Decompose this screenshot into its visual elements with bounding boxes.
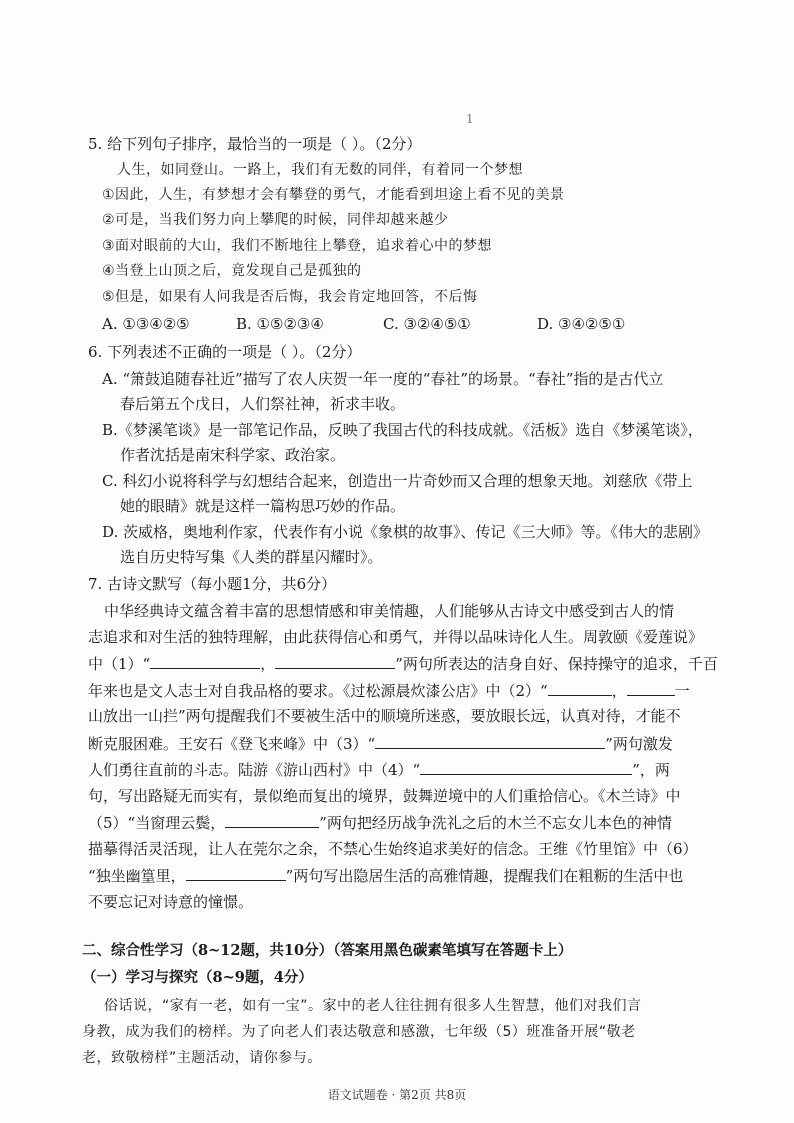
q7-stem: 7. 古诗文默写（每小题1分，共6分）: [88, 575, 337, 593]
q5-option-b: B. ①⑤②③④: [236, 315, 324, 333]
answer-blank-4[interactable]: [420, 760, 632, 775]
answer-blank-5[interactable]: [225, 813, 319, 828]
q7-text: 人们勇往直前的斗志。陆游《游山西村》中（4）“: [88, 761, 421, 779]
q5-option-d: D. ③④②⑤①: [537, 315, 626, 333]
q7-para-line: 描摹得活灵活现，让人在莞尔之余，不禁心生始终追求美好的信念。王维《竹里馆》中（6）: [88, 840, 698, 858]
q7-text: 年来也是文人志士对自我品格的要求。《过松源晨炊漆公店》中（2）“: [88, 682, 548, 700]
q7-para-line: [88, 866, 683, 885]
q5-line-1: ①因此，人生，有梦想才会有攀登的勇气，才能看到坦途上看不见的美景: [102, 187, 565, 203]
q7-para-line: [88, 760, 670, 779]
q5-line-3: ③面对眼前的大山，我们不断地往上攀登，追求着心中的梦想: [102, 238, 493, 254]
q5-stem: 5. 给下列句子排序，最恰当的一项是（ ）。（2分）: [88, 135, 422, 153]
q5-option-c: C. ③②④⑤①: [383, 315, 471, 333]
answer-blank-1a[interactable]: [150, 654, 260, 669]
q6-option-c-2: 她的眼睛》就是这样一篇构思巧妙的作品。: [120, 497, 406, 515]
section2-line: 身教，成为我们的榜样。为了向老人们表达敬意和感激，七年级（5）班准备开展“敬老: [82, 1024, 636, 1040]
page-footer: 语文试题卷 · 第2页 共8页: [327, 1088, 467, 1102]
page-mark: 1: [466, 112, 474, 126]
q7-para-line: 中华经典诗文蕴含着丰富的思想情感和审美情趣，人们能够从古诗文中感受到古人的情: [104, 602, 675, 620]
q7-text: 断克服困难。王安石《登飞来峰》中（3）“: [88, 735, 376, 753]
q5-line-2: ②可是，当我们努力向上攀爬的时候，同伴却越来越少: [102, 212, 449, 228]
q7-para-line: 志追求和对生活的独特理解，由此获得信心和勇气，并得以品味诗化人生。周敦颐《爱莲说》: [88, 628, 704, 646]
section-title: 二、综合性学习（8~12题，共10分）（答案用黑色碳素笔填写在答题卡上）: [82, 942, 573, 959]
q7-para-line: [88, 654, 718, 673]
q7-text: ，: [611, 682, 627, 700]
q7-para-line: [88, 734, 673, 753]
q5-line-4: ④当登上山顶之后，竟发现自己是孤独的: [102, 263, 362, 279]
q7-para-line: [88, 681, 690, 700]
q7-text: ”两句把经历战争洗礼之后的木兰不忘女儿本色的神情: [319, 814, 672, 832]
section2-line: 俗话说，“家有一老，如有一宝”。家中的老人往往拥有很多人生智慧，他们对我们言: [104, 998, 642, 1014]
q6-option-a-1: A. “箫鼓追随春社近”描写了农人庆贺一年一度的“春社”的场景。“春社”指的是古代立: [102, 370, 664, 388]
q7-text: ”两句写出隐居生活的高雅情趣，提醒我们在粗粝的生活中也: [285, 867, 684, 885]
subsection-title: （一）学习与探究（8~9题，4分）: [82, 969, 313, 986]
q7-para-line: 山放出一山拦”两句提醒我们不要被生活中的顺境所迷惑，要放眼长远，认真对待，才能不: [88, 707, 681, 725]
answer-blank-1b[interactable]: [275, 654, 395, 669]
q6-option-d-1: D. 茨威格，奥地利作家，代表作有小说《象棋的故事》、传记《三大师》等。《伟大的悲剧》: [102, 523, 709, 541]
q7-para-line: 不要忘记对诗意的憧憬。: [88, 893, 254, 911]
q5-option-a: A. ①③④②⑤: [102, 315, 190, 333]
q7-text: ”两句所表达的洁身自好、保持操守的追求，千百: [395, 655, 718, 673]
q7-text: ，: [260, 655, 276, 673]
q7-text: ”，两: [632, 761, 670, 779]
q7-text: ”两句激发: [605, 735, 673, 753]
q7-text: “独坐幽篁里，: [88, 867, 186, 885]
q7-text: 中（1）“: [88, 655, 151, 673]
section2-line: 老，致敬榜样”主题活动，请你参与。: [82, 1050, 322, 1066]
q5-line-5: ⑤但是，如果有人问我是否后悔，我会肯定地回答，不后悔: [102, 289, 478, 305]
answer-blank-2b[interactable]: [627, 681, 675, 696]
q7-para-line: [88, 813, 672, 832]
answer-blank-2a[interactable]: [548, 681, 612, 696]
q6-option-b-2: 作者沈括是南宋科学家、政治家。: [120, 446, 346, 464]
q6-option-a-2: 春后第五个戊日，人们祭社神，祈求丰收。: [120, 395, 406, 413]
q6-option-c-1: C. 科幻小说将科学与幻想结合起来，创造出一片奇妙而又合理的想象天地。刘慈欣《带上: [102, 472, 693, 490]
q6-option-b-1: B.《梦溪笔谈》是一部笔记作品，反映了我国古代的科技成就。《活板》选自《梦溪笔谈》，: [102, 421, 703, 439]
answer-blank-6[interactable]: [186, 866, 286, 881]
q7-text: 一: [674, 682, 690, 700]
q7-para-line: 句，写出路疑无而实有，景似绝而复出的境界，鼓舞逆境中的人们重拾信心。《木兰诗》中: [88, 787, 681, 805]
answer-blank-3[interactable]: [375, 734, 605, 749]
q5-line-intro: 人生，如同登山。一路上，我们有无数的同伴，有着同一个梦想: [117, 162, 523, 178]
q6-option-d-2: 选自历史特写集《人类的群星闪耀时》。: [120, 548, 383, 566]
q6-stem: 6. 下列表述不正确的一项是（ ）。（2分）: [88, 343, 362, 361]
q7-text: （5）“当窗理云鬓，: [88, 814, 226, 832]
